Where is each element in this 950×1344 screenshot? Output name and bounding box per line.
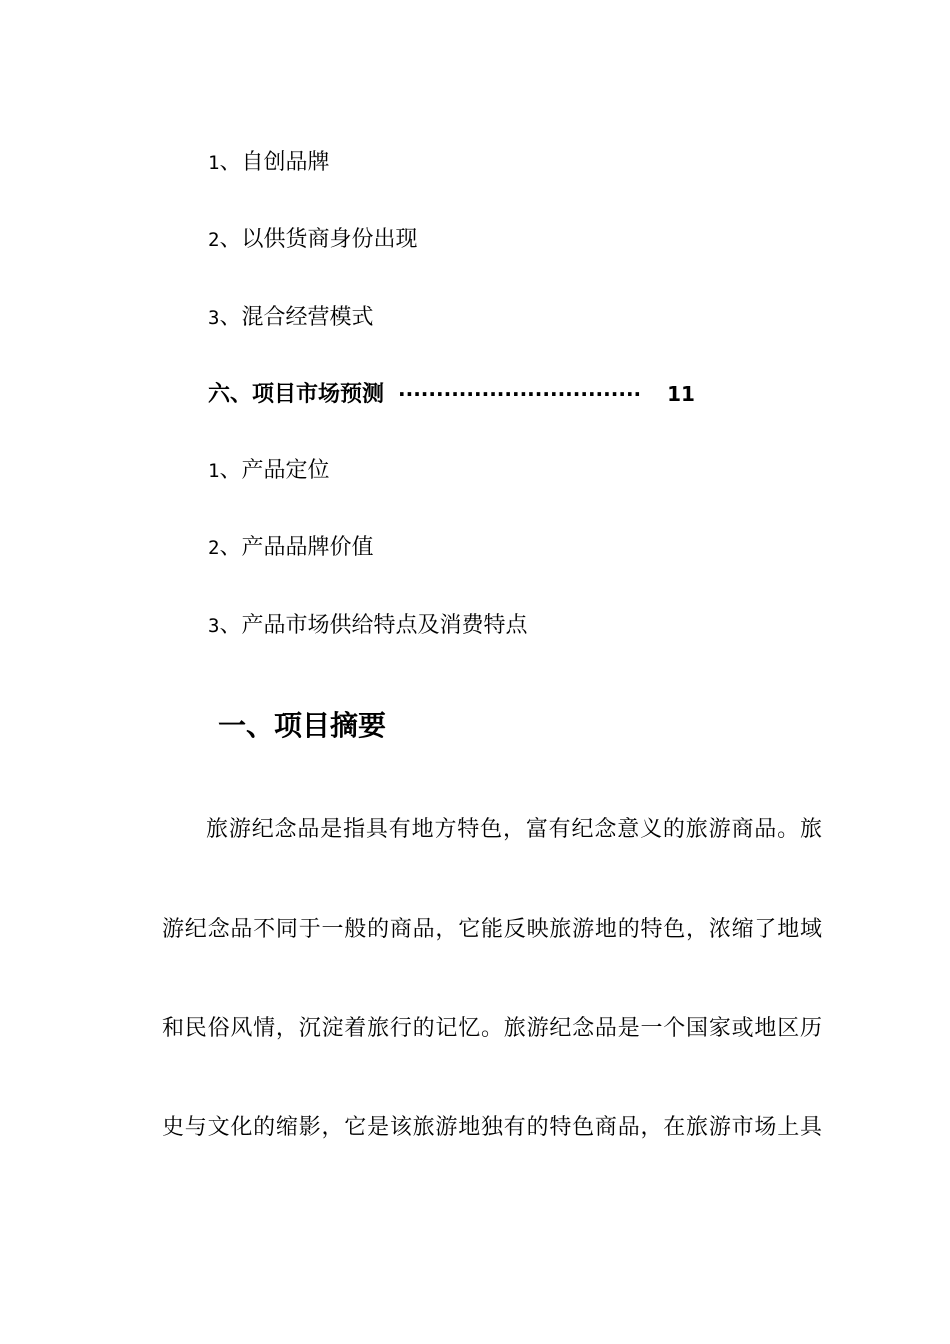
section-heading: 一、项目摘要	[218, 709, 387, 742]
toc-item-label: 以供货商身份出现	[241, 227, 418, 252]
toc-item-label: 自创品牌	[241, 150, 330, 175]
toc-item-brand	[208, 146, 329, 180]
toc-item-positioning	[208, 454, 329, 488]
toc-item-brand-value	[208, 531, 373, 565]
toc-item-number: 3	[208, 615, 220, 637]
toc-item-label: 产品定位	[241, 458, 330, 483]
paragraph-line: 史与文化的缩影，它是该旅游地独有的特色商品，在旅游市场上具	[162, 1115, 822, 1140]
toc-item-separator: 、	[219, 535, 242, 560]
toc-chapter-label: 六、项目市场预测	[208, 382, 385, 407]
toc-item-number: 1	[208, 152, 220, 174]
paragraph-line: 游纪念品不同于一般的商品，它能反映旅游地的特色，浓缩了地域	[162, 917, 822, 942]
toc-item-number: 3	[208, 307, 220, 329]
toc-leader-dots: ································	[398, 382, 642, 406]
paragraph-line: 和民俗风情，沉淀着旅行的记忆。旅游纪念品是一个国家或地区历	[162, 1016, 822, 1041]
toc-item-label: 混合经营模式	[241, 305, 374, 330]
toc-item-mixed-model	[208, 301, 373, 335]
toc-item-number: 2	[208, 229, 220, 251]
toc-page-number: 11	[667, 382, 695, 406]
toc-item-separator: 、	[219, 458, 242, 483]
toc-item-number: 2	[208, 537, 220, 559]
toc-item-separator: 、	[219, 150, 242, 175]
toc-item-separator: 、	[219, 227, 242, 252]
toc-item-separator: 、	[219, 613, 242, 638]
toc-item-supplier	[208, 223, 417, 257]
toc-item-separator: 、	[219, 305, 242, 330]
toc-chapter-market-forecast	[208, 377, 695, 411]
paragraph-line: 旅游纪念品是指具有地方特色，富有纪念意义的旅游商品。旅	[206, 817, 822, 842]
toc-item-number: 1	[208, 460, 220, 482]
toc-item-label: 产品市场供给特点及消费特点	[241, 613, 528, 638]
toc-item-supply-consumption	[208, 609, 527, 643]
toc-item-label: 产品品牌价值	[241, 535, 374, 560]
